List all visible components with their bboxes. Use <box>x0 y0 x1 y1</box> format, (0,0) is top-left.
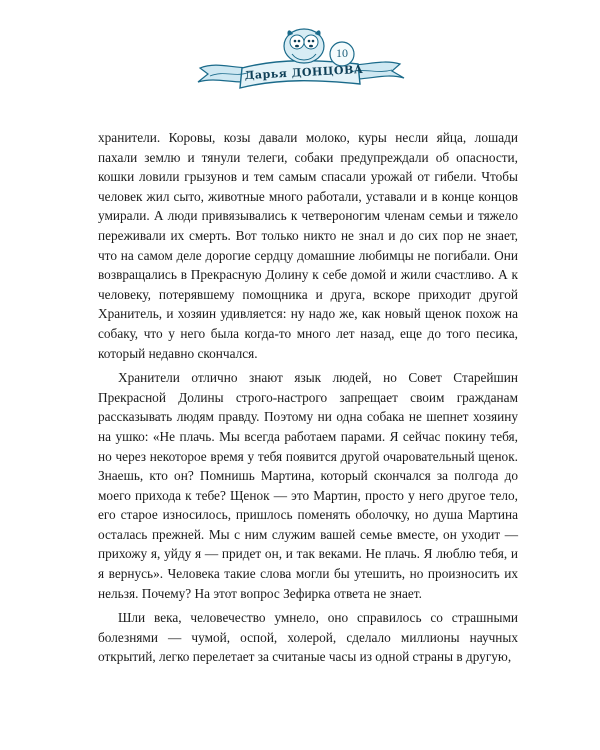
author-name: Дарья ДОНЦОВА <box>244 62 364 83</box>
page-number: 10 <box>336 46 348 60</box>
paragraph: хранители. Коровы, козы давали молоко, куры несли яйца, лошади пахали землю и тянули телеги, собаки предупреждали об опасности, кошки ловили грызунов и тем самым спасали урожай от гибели. Чтобы человек жил сыто, животные много работали, уставали и в конце концов умирали. А люди привязывались к четвероногим членам семьи и тяжело переживали их смерть. Вот только никто не знал и до сих пор не знает, что на самом деле дорогие сердцу домашние любимцы не погибали. Они возвращались в Прекрасную Долину к себе домой и жили счастливо. А к человеку, потерявшему помощника и друга, вскоре приходит другой Хранитель, и хозяин удивляется: ну надо же, как новый щенок похож на собаку, что у него была когда-то много лет назад, еще до того песика, который недавно скончался. <box>98 130 518 361</box>
body-text <box>98 128 518 667</box>
paragraph: Шли века, человечество умнело, оно справилось со страшными болезнями — чумой, оспой, холерой, сделало миллионы научных открытий, легко перелетает за считаные часы из одной страны в другую, <box>98 610 518 665</box>
paragraph: Хранители отлично знают язык людей, но Совет Старейшин Прекрасной Долины строго-настрого запрещает своим гражданам рассказывать людям правду. Поэтому ни одна собака не шепнет хозяину на ушко: «Не плачь. Мы всегда работаем парами. Я сейчас покину тебя, но через некоторое время у тебя появится другой очаровательный щенок. Знаешь, кто он? Помнишь Мартина, который скончался за полгода до моего прихода к тебе? Щенок — это Мартин, просто у него другое тело, его старое износилось, пришлось поменять оболочку, но душа Мартина осталась прежней. Мы с ним служим вашей семье вместе, он уходит — прихожу я, уйду я — придет он, и так веками. Не плачь. Я люблю тебя, и я вернусь». Человека такие слова могли бы утешить, но произносить их нельзя. Почему? На этот вопрос Зефирка ответа не знает. <box>98 370 518 601</box>
running-header <box>180 10 420 110</box>
banner-ribbon-icon <box>180 10 420 110</box>
dogs-emblem-icon <box>284 29 324 63</box>
